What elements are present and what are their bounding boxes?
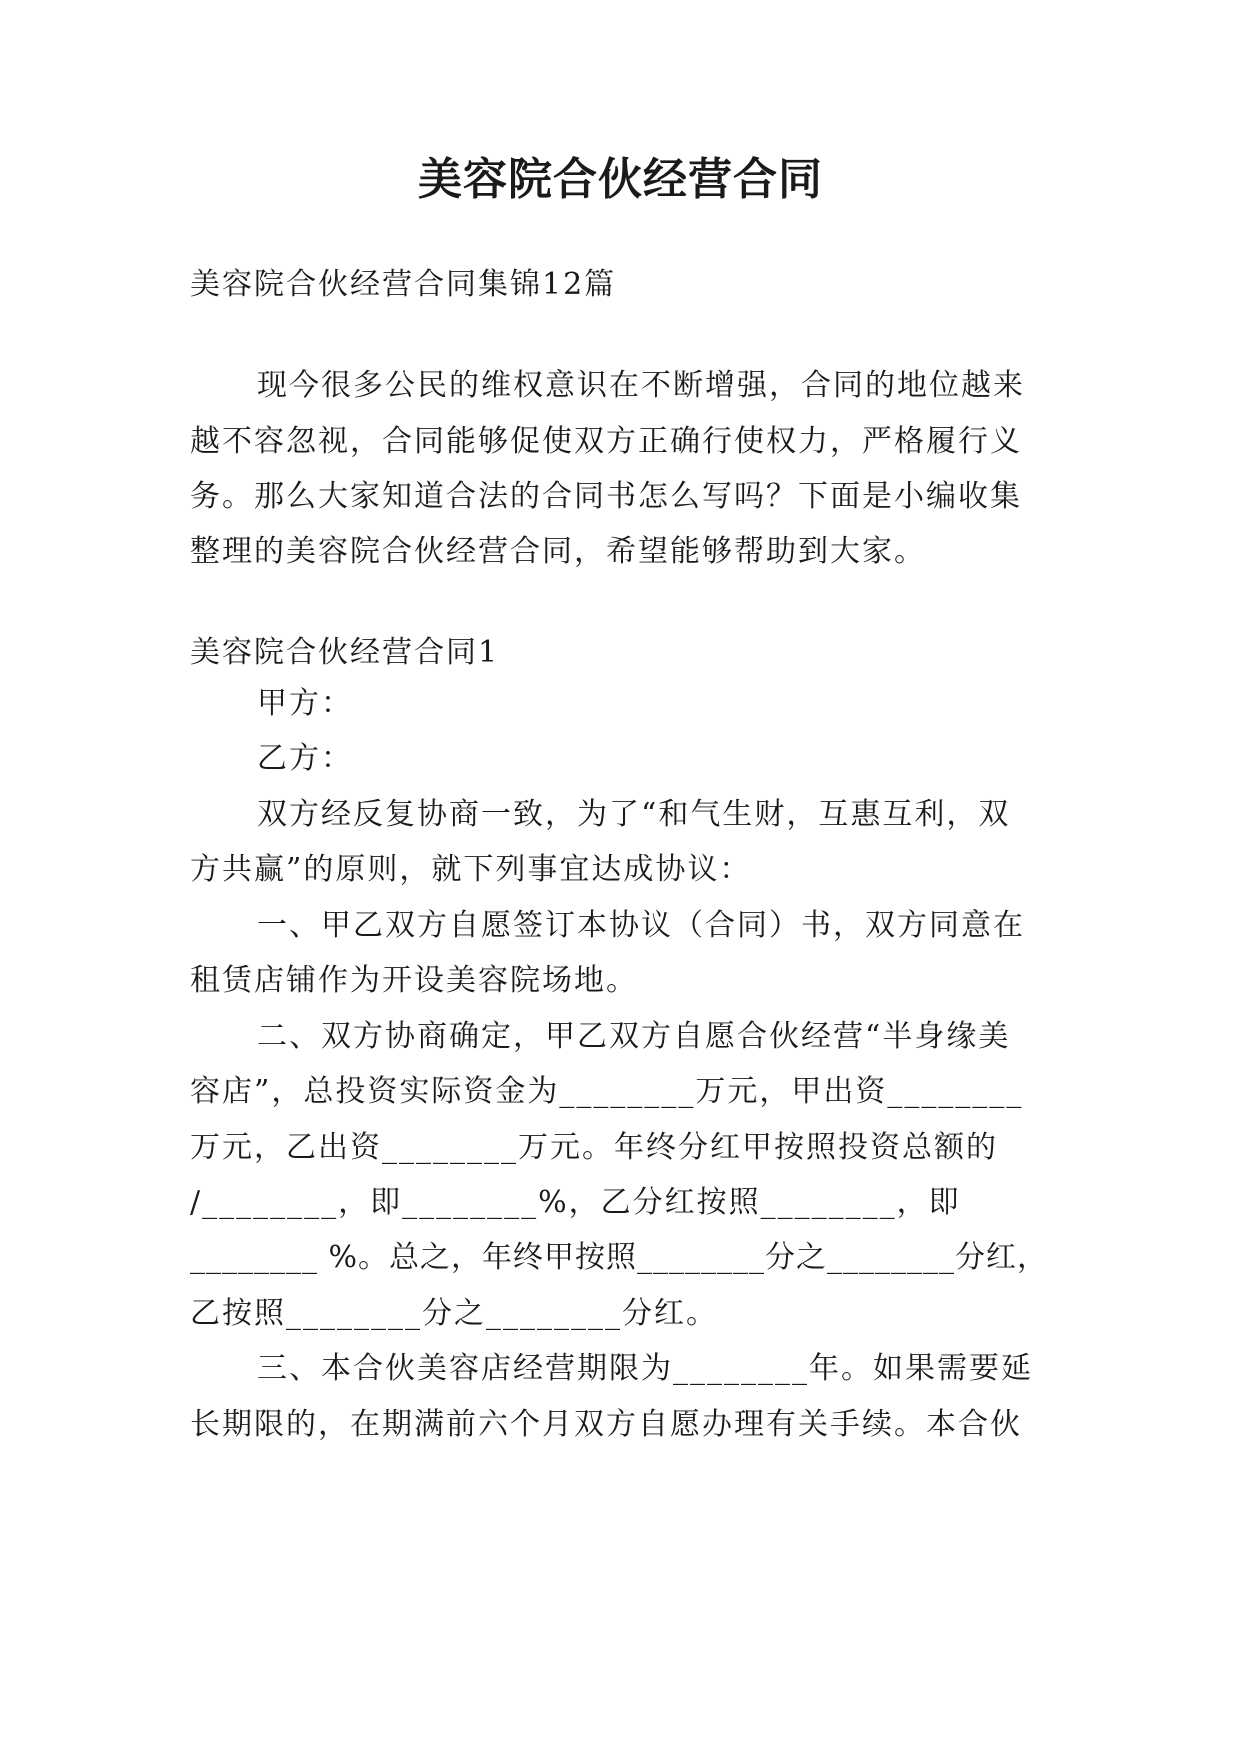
contract-body-line: 租赁店铺作为开设美容院场地。	[190, 963, 638, 998]
contract-body-line: 万元，乙出资________万元。年终分红甲按照投资总额的	[190, 1130, 998, 1165]
contract-body-line: 一、甲乙双方自愿签订本协议（合同）书，双方同意在	[257, 908, 1025, 943]
contract-body-line: 三、本合伙美容店经营期限为________年。如果需要延	[257, 1351, 1033, 1386]
intro-paragraph-line: 务。那么大家知道合法的合同书怎么写吗？下面是小编收集	[190, 479, 1022, 514]
intro-paragraph-line: 整理的美容院合伙经营合同，希望能够帮助到大家。	[190, 534, 926, 569]
contract-body-line: 双方经反复协商一致，为了“和气生财，互惠互利，双	[257, 797, 1011, 832]
party-b-label: 乙方：	[257, 741, 353, 776]
contract-body-line: 方共赢”的原则，就下列事宜达成协议：	[190, 852, 752, 887]
contract-body-line: /________，即________%，乙分红按照________，即	[190, 1185, 961, 1220]
contract-body-line: 长期限的，在期满前六个月双方自愿办理有关手续。本合伙	[190, 1407, 1022, 1442]
collection-subtitle: 美容院合伙经营合同集锦12篇	[190, 267, 617, 302]
section-heading: 美容院合伙经营合同1	[190, 635, 500, 670]
contract-body-line: 乙按照________分之________分红。	[190, 1296, 718, 1331]
intro-paragraph-line: 越不容忽视，合同能够促使双方正确行使权力，严格履行义	[190, 424, 1022, 459]
contract-body-line: 容店”，总投资实际资金为________万元，甲出资________	[190, 1074, 1024, 1109]
contract-body-line: 二、双方协商确定，甲乙双方自愿合伙经营“半身缘美	[257, 1019, 1011, 1054]
party-a-label: 甲方：	[257, 686, 353, 721]
intro-paragraph-line: 现今很多公民的维权意识在不断增强，合同的地位越来	[257, 368, 1025, 403]
document-title: 美容院合伙经营合同	[418, 154, 823, 205]
contract-body-line: ________ %。总之，年终甲按照________分之________分红，	[190, 1240, 1049, 1275]
